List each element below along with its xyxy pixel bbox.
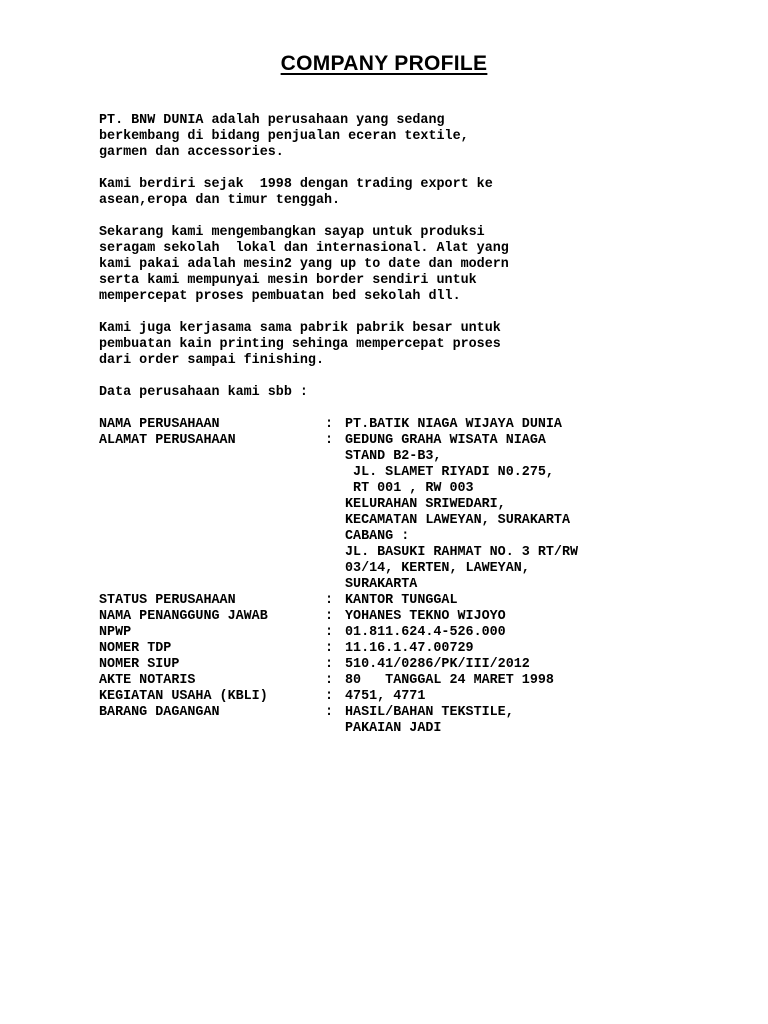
field-value-line: PAKAIAN JADI <box>345 721 442 736</box>
document-title <box>0 52 768 76</box>
paragraph-line: Kami juga kerjasama sama pabrik pabrik besar untuk <box>99 321 501 336</box>
field-value-line: 11.16.1.47.00729 <box>345 641 474 656</box>
field-value <box>345 625 699 641</box>
field-separator: : <box>325 689 334 704</box>
field-label: NOMER SIUP <box>99 657 180 672</box>
field-value-line: KECAMATAN LAWEYAN, SURAKARTA <box>345 513 570 528</box>
field-value-line: 80 TANGGAL 24 MARET 1998 <box>345 673 554 688</box>
paragraph <box>99 321 699 369</box>
field-value <box>345 593 699 609</box>
field-value-line: HASIL/BAHAN TEKSTILE, <box>345 705 514 720</box>
field-label: BARANG DAGANGAN <box>99 705 220 720</box>
table-row <box>99 593 699 609</box>
field-value-line: 01.811.624.4-526.000 <box>345 625 506 640</box>
field-separator: : <box>325 593 334 608</box>
table-row <box>99 417 699 433</box>
field-label: NPWP <box>99 625 132 640</box>
field-value <box>345 673 699 689</box>
field-value-line: GEDUNG GRAHA WISATA NIAGA <box>345 433 546 448</box>
paragraph-line: PT. BNW DUNIA adalah perusahaan yang sedang <box>99 113 445 128</box>
field-value-line: PT.BATIK NIAGA WIJAYA DUNIA <box>345 417 562 432</box>
paragraph <box>99 177 699 209</box>
paragraph-line: mempercepat proses pembuatan bed sekolah dll. <box>99 289 461 304</box>
field-value <box>345 609 699 625</box>
field-value-line: JL. SLAMET RIYADI N0.275, <box>345 465 554 480</box>
field-separator: : <box>325 705 334 720</box>
paragraph-line: Kami berdiri sejak 1998 dengan trading export ke <box>99 177 493 192</box>
table-row <box>99 609 699 625</box>
field-value-line: CABANG : <box>345 529 410 544</box>
field-label: NAMA PERUSAHAAN <box>99 417 220 432</box>
field-value <box>345 657 699 673</box>
field-separator: : <box>325 641 334 656</box>
intro-paragraphs <box>99 113 699 401</box>
field-label: KEGIATAN USAHA (KBLI) <box>99 689 268 704</box>
paragraph-line: asean,eropa dan timur tenggah. <box>99 193 341 208</box>
table-row <box>99 625 699 641</box>
paragraph <box>99 113 699 161</box>
table-row <box>99 673 699 689</box>
paragraph-line: serta kami mempunyai mesin border sendiri untuk <box>99 273 477 288</box>
field-separator: : <box>325 609 334 624</box>
field-value-line: KELURAHAN SRIWEDARI, <box>345 497 506 512</box>
paragraph-line: dari order sampai finishing. <box>99 353 324 368</box>
field-label: STATUS PERUSAHAAN <box>99 593 236 608</box>
field-value-line: SURAKARTA <box>345 577 418 592</box>
field-value-line: 03/14, KERTEN, LAWEYAN, <box>345 561 530 576</box>
field-value <box>345 433 699 593</box>
field-value-line: KANTOR TUNGGAL <box>345 593 458 608</box>
paragraph <box>99 385 699 401</box>
field-separator: : <box>325 433 334 448</box>
field-label: AKTE NOTARIS <box>99 673 196 688</box>
field-value <box>345 641 699 657</box>
field-value-line: STAND B2-B3, <box>345 449 442 464</box>
field-value <box>345 689 699 705</box>
paragraph <box>99 225 699 305</box>
field-value <box>345 417 699 433</box>
document-body <box>99 113 699 737</box>
field-value-line: YOHANES TEKNO WIJOYO <box>345 609 506 624</box>
table-row <box>99 705 699 737</box>
paragraph-line: berkembang di bidang penjualan eceran textile, <box>99 129 469 144</box>
field-value-line: RT 001 , RW 003 <box>345 481 474 496</box>
field-separator: : <box>325 417 334 432</box>
paragraph-line: Sekarang kami mengembangkan sayap untuk produksi <box>99 225 485 240</box>
paragraph-line: pembuatan kain printing sehinga mempercepat proses <box>99 337 501 352</box>
field-separator: : <box>325 625 334 640</box>
table-row <box>99 657 699 673</box>
paragraph-line: garmen dan accessories. <box>99 145 284 160</box>
field-value <box>345 705 699 737</box>
document-title-text: COMPANY PROFILE <box>280 52 488 75</box>
field-separator: : <box>325 673 334 688</box>
table-row <box>99 433 699 593</box>
field-label: NAMA PENANGGUNG JAWAB <box>99 609 268 624</box>
table-row <box>99 689 699 705</box>
field-value-line: 510.41/0286/PK/III/2012 <box>345 657 530 672</box>
paragraph-line: kami pakai adalah mesin2 yang up to date dan modern <box>99 257 509 272</box>
paragraph-line: seragam sekolah lokal dan internasional. Alat yang <box>99 241 509 256</box>
field-label: NOMER TDP <box>99 641 172 656</box>
field-label: ALAMAT PERUSAHAAN <box>99 433 236 448</box>
field-value-line: JL. BASUKI RAHMAT NO. 3 RT/RW <box>345 545 579 560</box>
company-data-table <box>99 417 699 737</box>
field-separator: : <box>325 657 334 672</box>
paragraph-line: Data perusahaan kami sbb : <box>99 385 308 400</box>
table-row <box>99 641 699 657</box>
field-value-line: 4751, 4771 <box>345 689 426 704</box>
